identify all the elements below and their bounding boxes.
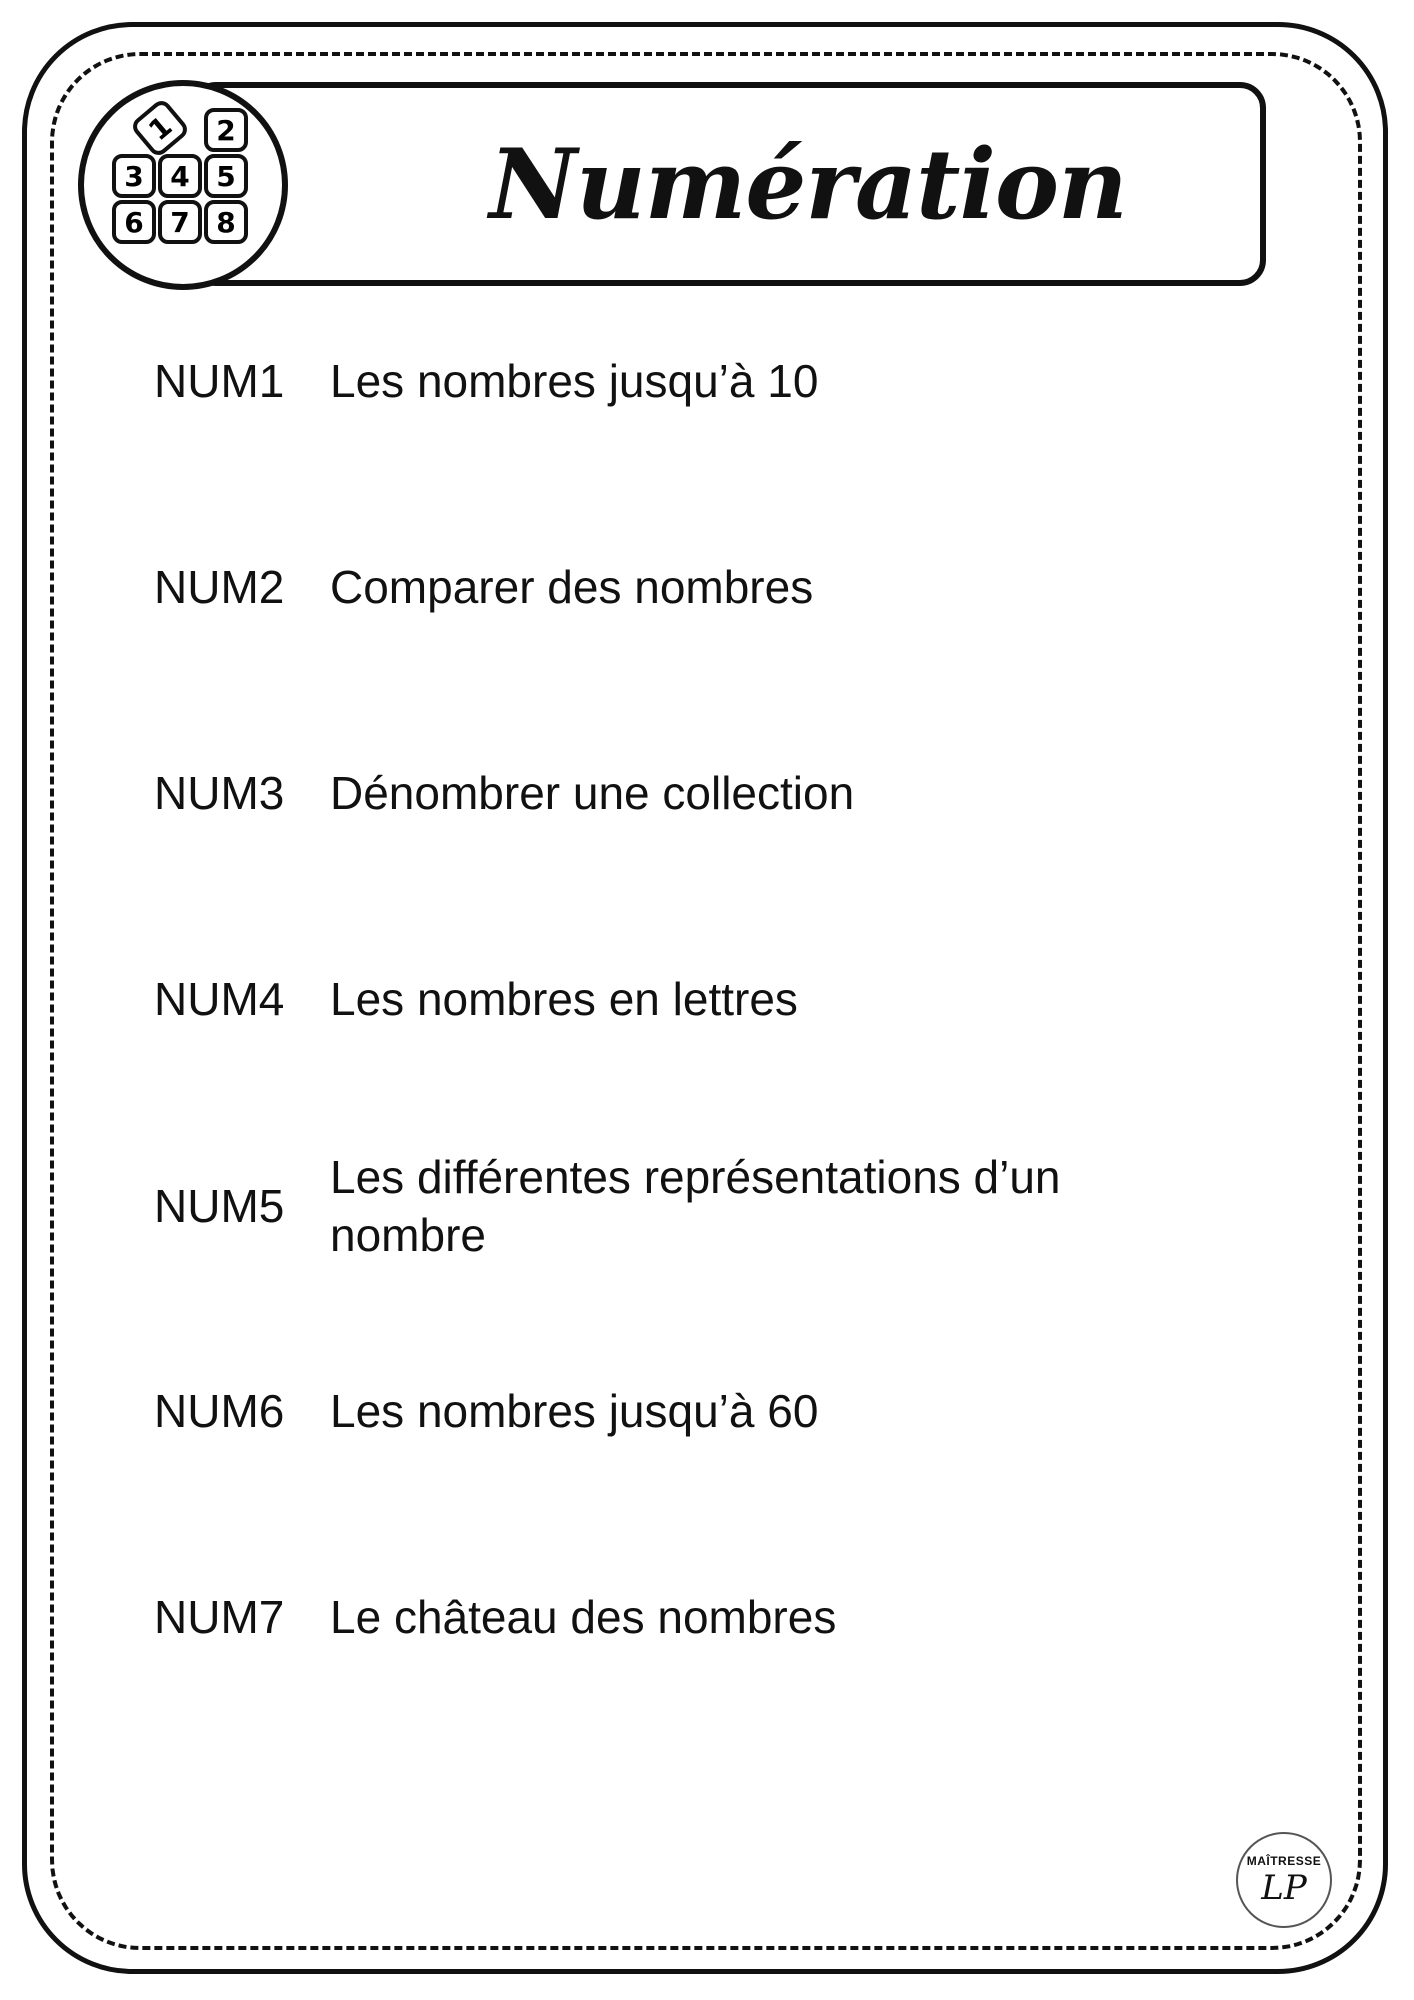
item-code: NUM7 bbox=[154, 1591, 285, 1643]
item-code: NUM5 bbox=[154, 1180, 285, 1232]
list-item bbox=[154, 970, 1154, 1028]
item-label: Dénombrer une collection bbox=[330, 767, 855, 819]
digit-5: 5 bbox=[216, 160, 236, 193]
number-grid-icon bbox=[78, 80, 288, 290]
item-code: NUM2 bbox=[154, 561, 285, 613]
item-code: NUM3 bbox=[154, 767, 285, 819]
digit-6: 6 bbox=[124, 206, 144, 239]
title-banner bbox=[190, 82, 1266, 286]
digit-7: 7 bbox=[170, 206, 190, 239]
digit-2: 2 bbox=[216, 114, 236, 147]
list-item bbox=[154, 1382, 1154, 1440]
brand-name: MAÎTRESSE bbox=[1246, 1854, 1322, 1868]
list-item bbox=[154, 1148, 1154, 1264]
list-item bbox=[154, 352, 1154, 410]
brand-logo bbox=[1236, 1832, 1332, 1928]
digit-8: 8 bbox=[216, 206, 236, 239]
digit-1: 1 bbox=[142, 109, 179, 148]
item-label: Les nombres en lettres bbox=[330, 973, 798, 1025]
item-label: Le château des nombres bbox=[330, 1591, 837, 1643]
item-label: Les différentes représentations d’un nombre bbox=[330, 1151, 1061, 1261]
item-label: Les nombres jusqu’à 10 bbox=[330, 355, 819, 407]
digit-4: 4 bbox=[170, 160, 190, 193]
list-item bbox=[154, 558, 1154, 616]
list-item bbox=[154, 764, 1154, 822]
page-title: Numération bbox=[489, 127, 1127, 241]
item-code: NUM6 bbox=[154, 1385, 285, 1437]
item-code: NUM4 bbox=[154, 973, 285, 1025]
item-label: Les nombres jusqu’à 60 bbox=[330, 1385, 819, 1437]
digit-3: 3 bbox=[124, 160, 144, 193]
number-grid-svg bbox=[84, 86, 282, 284]
item-code: NUM1 bbox=[154, 355, 285, 407]
brand-signature: LP bbox=[1261, 1868, 1307, 1908]
list-item bbox=[154, 1588, 1154, 1646]
item-label: Comparer des nombres bbox=[330, 561, 814, 613]
